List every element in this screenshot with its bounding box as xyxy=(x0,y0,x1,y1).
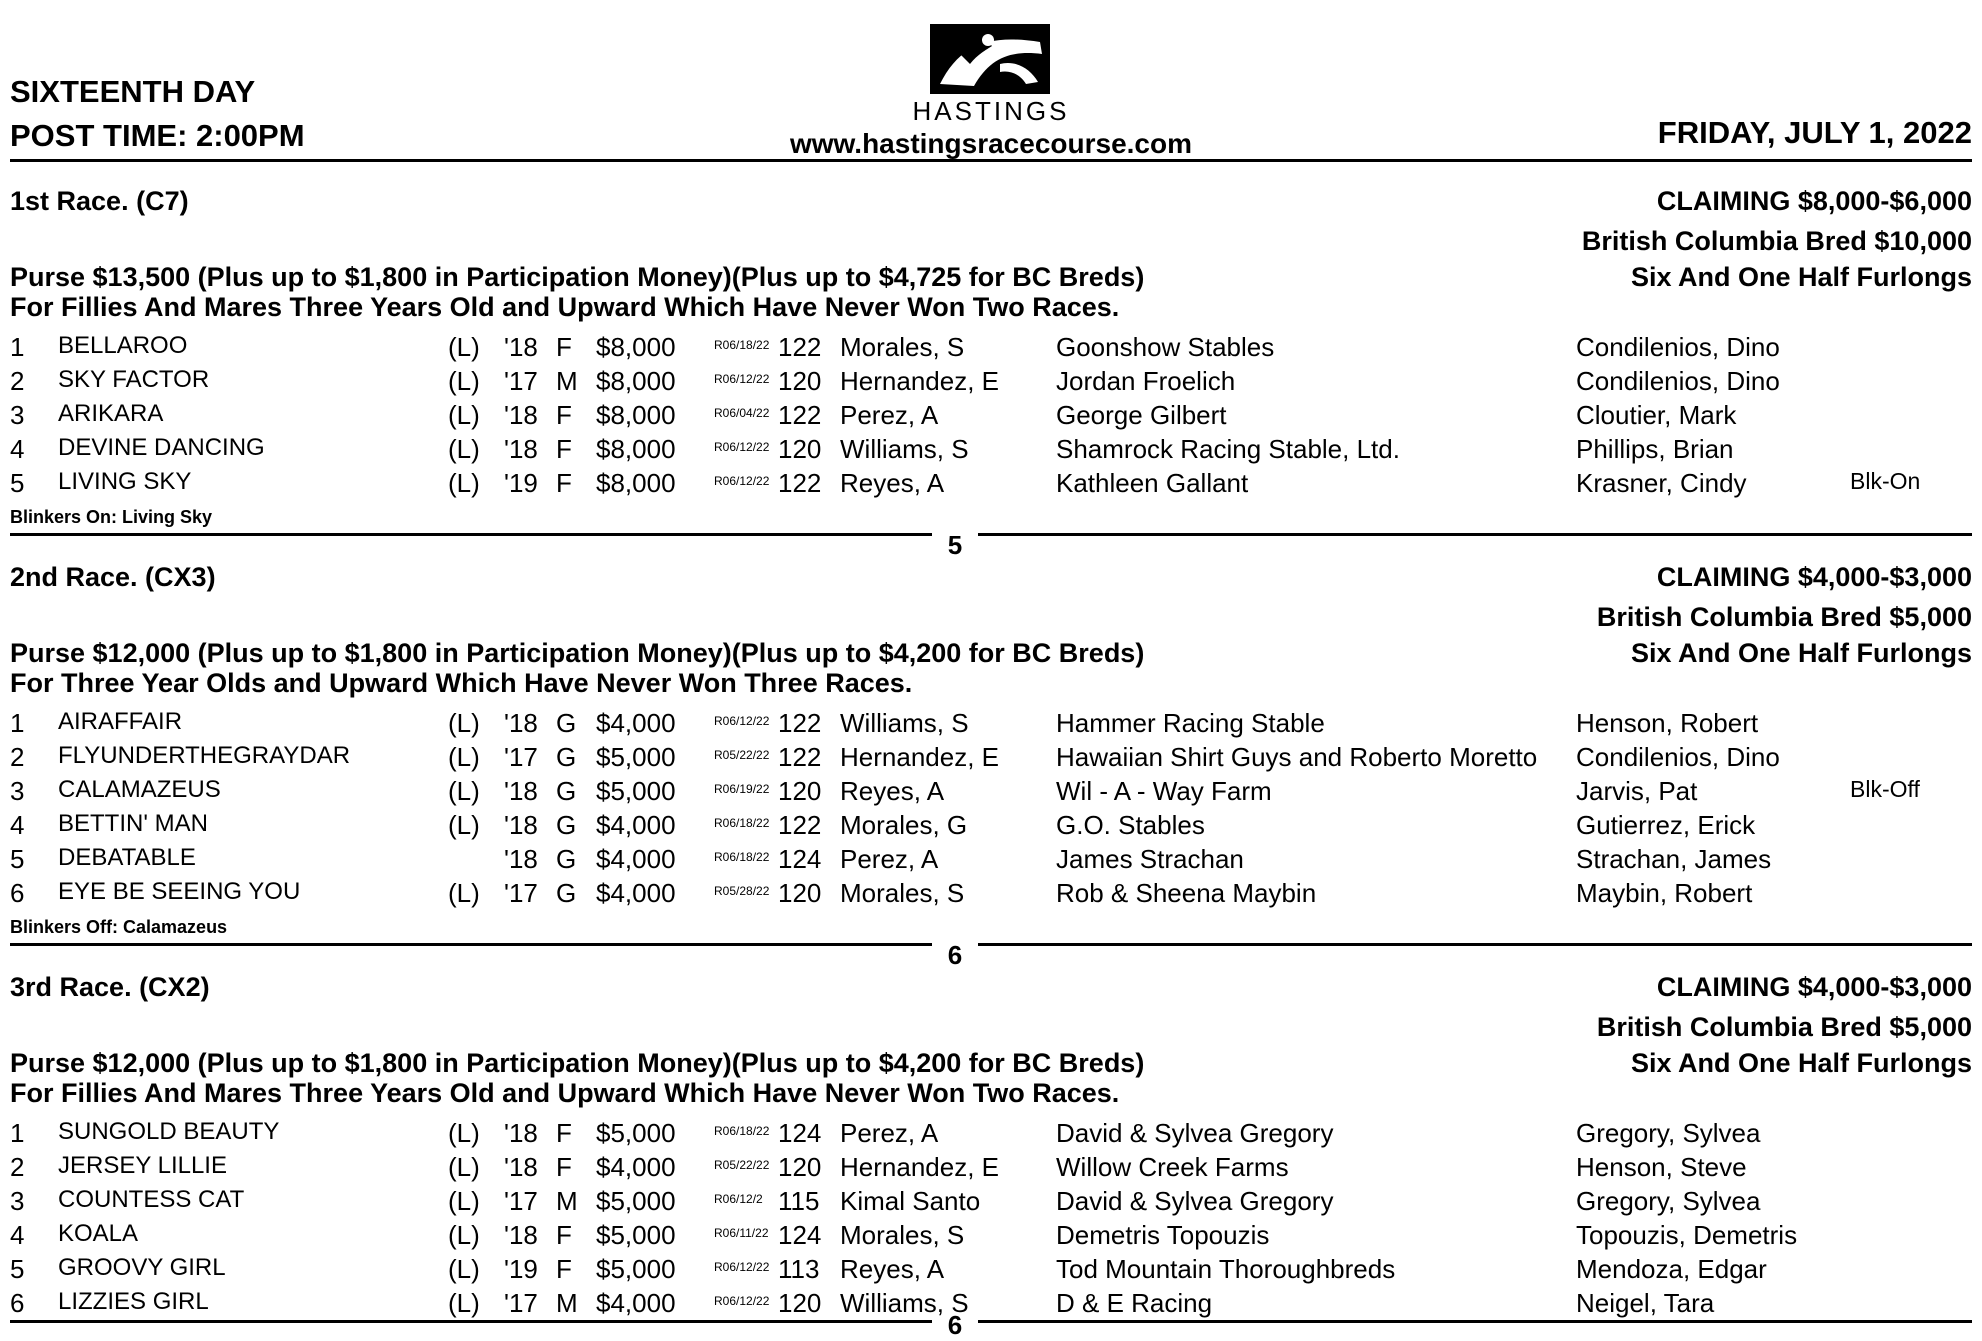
claim-price: $4,000 xyxy=(596,810,676,840)
jockey: Morales, S xyxy=(840,332,965,362)
equipment-note: Blinkers On: Living Sky xyxy=(10,507,213,527)
owner: Hawaiian Shirt Guys and Roberto Moretto xyxy=(1056,742,1538,772)
entry-row xyxy=(0,1288,1982,1322)
claim-price: $4,000 xyxy=(596,844,676,874)
weight: 115 xyxy=(778,1186,820,1216)
owner: Kathleen Gallant xyxy=(1056,468,1249,498)
claim-price: $4,000 xyxy=(596,708,676,738)
owner: Hammer Racing Stable xyxy=(1056,708,1325,738)
post-position: 6 xyxy=(10,1288,25,1318)
trainer: Strachan, James xyxy=(1576,844,1772,874)
jockey: Williams, S xyxy=(840,1288,969,1318)
post-position: 6 xyxy=(10,878,25,908)
jockey: Williams, S xyxy=(840,434,969,464)
bc-bred-price: British Columbia Bred $5,000 xyxy=(1596,602,1972,632)
last-race-date: R06/18/22 xyxy=(714,816,770,830)
bc-bred-price: British Columbia Bred $10,000 xyxy=(1581,226,1972,256)
jockey: Reyes, A xyxy=(840,776,945,806)
jockey: Kimal Santo xyxy=(840,1186,981,1216)
trainer: Maybin, Robert xyxy=(1576,878,1753,908)
lasix-flag: (L) xyxy=(448,1254,480,1284)
equipment-note: Blinkers Off: Calamazeus xyxy=(10,917,228,937)
entry-row xyxy=(0,366,1982,400)
claim-price: $5,000 xyxy=(596,1118,676,1148)
jockey: Hernandez, E xyxy=(840,742,999,772)
owner: Goonshow Stables xyxy=(1056,332,1275,362)
claim-price: $8,000 xyxy=(596,400,676,430)
weight: 120 xyxy=(778,878,822,908)
last-race-date: R05/22/22 xyxy=(714,1158,770,1172)
claim-price: $8,000 xyxy=(596,434,676,464)
lasix-flag: (L) xyxy=(448,878,480,908)
post-position: 5 xyxy=(10,468,25,498)
weight: 120 xyxy=(778,1288,822,1318)
trainer: Phillips, Brian xyxy=(1576,434,1734,464)
trainer: Gregory, Sylvea xyxy=(1576,1186,1761,1216)
entry-row xyxy=(0,844,1982,878)
post-position: 3 xyxy=(10,776,25,806)
trainer: Neigel, Tara xyxy=(1576,1288,1715,1318)
trainer: Henson, Robert xyxy=(1576,708,1759,738)
trainer: Topouzis, Demetris xyxy=(1576,1220,1798,1250)
claiming-price: CLAIMING $8,000-$6,000 xyxy=(1656,186,1972,216)
entry-list xyxy=(0,708,1982,912)
lasix-flag: (L) xyxy=(448,776,480,806)
foal-year: '17 xyxy=(504,878,538,908)
owner: Wil - A - Way Farm xyxy=(1056,776,1272,806)
weight: 122 xyxy=(778,468,822,498)
jockey: Morales, S xyxy=(840,1220,965,1250)
equipment-change: Blk-On xyxy=(1850,468,1921,494)
owner: James Strachan xyxy=(1056,844,1244,874)
lasix-flag: (L) xyxy=(448,400,480,430)
weight: 124 xyxy=(778,1118,822,1148)
lasix-flag: (L) xyxy=(448,468,480,498)
foal-year: '19 xyxy=(504,468,538,498)
lasix-flag: (L) xyxy=(448,434,480,464)
post-position: 1 xyxy=(10,332,25,362)
claiming-price: CLAIMING $4,000-$3,000 xyxy=(1656,562,1972,592)
sex: M xyxy=(556,1288,578,1318)
race-title: 1st Race. (C7) xyxy=(10,186,189,216)
horse-name: COUNTESS CAT xyxy=(58,1186,245,1213)
lasix-flag: (L) xyxy=(448,1118,480,1148)
horse-name: KOALA xyxy=(58,1220,139,1247)
post-position: 1 xyxy=(10,708,25,738)
entry-row xyxy=(0,1254,1982,1288)
sex: M xyxy=(556,366,578,396)
horse-name: LIVING SKY xyxy=(58,468,192,495)
post-position: 2 xyxy=(10,1152,25,1182)
owner: David & Sylvea Gregory xyxy=(1056,1186,1334,1216)
sex: F xyxy=(556,1220,572,1250)
race-divider-left xyxy=(10,1320,932,1323)
last-race-date: R05/28/22 xyxy=(714,884,770,898)
foal-year: '18 xyxy=(504,776,538,806)
claim-price: $5,000 xyxy=(596,1254,676,1284)
last-race-date: R06/12/22 xyxy=(714,440,770,454)
weight: 122 xyxy=(778,810,822,840)
lasix-flag: (L) xyxy=(448,1220,480,1250)
foal-year: '18 xyxy=(504,434,538,464)
race-title: 2nd Race. (CX3) xyxy=(10,562,216,592)
foal-year: '17 xyxy=(504,1288,538,1318)
race-distance: Six And One Half Furlongs xyxy=(1630,262,1972,292)
claim-price: $8,000 xyxy=(596,366,676,396)
sex: F xyxy=(556,332,572,362)
race-day: SIXTEENTH DAY xyxy=(10,74,256,109)
entry-list xyxy=(0,332,1982,502)
lasix-flag: (L) xyxy=(448,1186,480,1216)
sex: F xyxy=(556,1254,572,1284)
owner: Demetris Topouzis xyxy=(1056,1220,1270,1250)
weight: 120 xyxy=(778,776,822,806)
horse-name: BELLAROO xyxy=(58,332,188,359)
weight: 120 xyxy=(778,434,822,464)
trainer: Jarvis, Pat xyxy=(1576,776,1698,806)
last-race-date: R06/12/2 xyxy=(714,1192,763,1206)
foal-year: '18 xyxy=(504,400,538,430)
race-divider-right xyxy=(978,943,1972,946)
lasix-flag: (L) xyxy=(448,810,480,840)
race-purse: Purse $12,000 (Plus up to $1,800 in Participation Money)(Plus up to $4,200 for BC Breds) xyxy=(10,1048,1145,1078)
website-link[interactable]: www.hastingsracecourse.com xyxy=(790,128,1192,159)
owner: Rob & Sheena Maybin xyxy=(1056,878,1317,908)
sex: F xyxy=(556,468,572,498)
weight: 122 xyxy=(778,742,822,772)
post-position: 4 xyxy=(10,434,25,464)
last-race-date: R06/04/22 xyxy=(714,406,770,420)
lasix-flag: (L) xyxy=(448,332,480,362)
foal-year: '18 xyxy=(504,332,538,362)
race-divider-right xyxy=(978,533,1972,536)
entry-row xyxy=(0,1186,1982,1220)
sex: F xyxy=(556,1152,572,1182)
post-position: 1 xyxy=(10,1118,25,1148)
claim-price: $5,000 xyxy=(596,776,676,806)
entry-row xyxy=(0,1118,1982,1152)
horse-name: ARIKARA xyxy=(58,400,164,427)
owner: Willow Creek Farms xyxy=(1056,1152,1289,1182)
race-conditions: For Fillies And Mares Three Years Old and Upward Which Have Never Won Two Races. xyxy=(10,292,1120,322)
race-purse: Purse $12,000 (Plus up to $1,800 in Participation Money)(Plus up to $4,200 for BC Breds) xyxy=(10,638,1145,668)
trainer: Henson, Steve xyxy=(1576,1152,1747,1182)
owner: D & E Racing xyxy=(1056,1288,1213,1318)
entry-row xyxy=(0,468,1982,502)
post-position: 3 xyxy=(10,1186,25,1216)
jockey: Perez, A xyxy=(840,400,939,430)
entry-row xyxy=(0,776,1982,810)
claim-price: $4,000 xyxy=(596,878,676,908)
foal-year: '17 xyxy=(504,1186,538,1216)
last-race-date: R05/22/22 xyxy=(714,748,770,762)
claim-price: $8,000 xyxy=(596,468,676,498)
last-race-date: R06/11/22 xyxy=(714,1226,769,1240)
weight: 120 xyxy=(778,366,822,396)
jockey: Perez, A xyxy=(840,1118,939,1148)
foal-year: '19 xyxy=(504,1254,538,1284)
post-position: 4 xyxy=(10,810,25,840)
last-race-date: R06/12/22 xyxy=(714,714,770,728)
post-position: 3 xyxy=(10,400,25,430)
trainer: Mendoza, Edgar xyxy=(1576,1254,1767,1284)
owner: David & Sylvea Gregory xyxy=(1056,1118,1334,1148)
horse-name: FLYUNDERTHEGRAYDAR xyxy=(58,742,351,769)
trainer: Gregory, Sylvea xyxy=(1576,1118,1761,1148)
foal-year: '17 xyxy=(504,742,538,772)
sex: G xyxy=(556,742,577,772)
race-purse: Purse $13,500 (Plus up to $1,800 in Participation Money)(Plus up to $4,725 for BC Breds) xyxy=(10,262,1145,292)
weight: 122 xyxy=(778,332,822,362)
horse-name: GROOVY GIRL xyxy=(58,1254,226,1281)
owner: Shamrock Racing Stable, Ltd. xyxy=(1056,434,1400,464)
horse-name: LIZZIES GIRL xyxy=(58,1288,209,1315)
lasix-flag: (L) xyxy=(448,1288,480,1318)
lasix-flag: (L) xyxy=(448,708,480,738)
weight: 124 xyxy=(778,844,822,874)
weight: 113 xyxy=(778,1254,820,1284)
race-conditions: For Three Year Olds and Upward Which Have Never Won Three Races. xyxy=(10,668,913,698)
claim-price: $5,000 xyxy=(596,1186,676,1216)
horse-name: SUNGOLD BEAUTY xyxy=(58,1118,280,1145)
entry-row xyxy=(0,434,1982,468)
post-position: 2 xyxy=(10,366,25,396)
entry-row xyxy=(0,810,1982,844)
foal-year: '18 xyxy=(504,844,538,874)
sex: G xyxy=(556,878,577,908)
last-race-date: R06/18/22 xyxy=(714,1124,770,1138)
last-race-date: R06/18/22 xyxy=(714,850,770,864)
horse-name: AIRAFFAIR xyxy=(58,708,183,735)
foal-year: '17 xyxy=(504,366,538,396)
foal-year: '18 xyxy=(504,1118,538,1148)
last-race-date: R06/19/22 xyxy=(714,782,770,796)
entry-row xyxy=(0,400,1982,434)
jockey: Reyes, A xyxy=(840,468,945,498)
last-race-date: R06/12/22 xyxy=(714,474,770,488)
post-time: POST TIME: 2:00PM xyxy=(10,118,305,153)
sex: G xyxy=(556,708,577,738)
horse-name: DEBATABLE xyxy=(58,844,196,871)
claim-price: $4,000 xyxy=(596,1288,676,1318)
owner: George Gilbert xyxy=(1056,400,1227,430)
weight: 122 xyxy=(778,400,822,430)
hastings-logo-icon xyxy=(930,24,1050,94)
entry-row xyxy=(0,708,1982,742)
entry-row xyxy=(0,878,1982,912)
weight: 122 xyxy=(778,708,822,738)
jockey: Williams, S xyxy=(840,708,969,738)
weight: 124 xyxy=(778,1220,822,1250)
sex: F xyxy=(556,400,572,430)
last-race-date: R06/12/22 xyxy=(714,1260,770,1274)
owner: Jordan Froelich xyxy=(1056,366,1236,396)
equipment-change: Blk-Off xyxy=(1850,776,1920,802)
trainer: Condilenios, Dino xyxy=(1576,742,1780,772)
entry-row xyxy=(0,1152,1982,1186)
sex: F xyxy=(556,434,572,464)
claiming-price: CLAIMING $4,000-$3,000 xyxy=(1656,972,1972,1002)
claim-price: $4,000 xyxy=(596,1152,676,1182)
post-position: 5 xyxy=(10,1254,25,1284)
entry-row xyxy=(0,332,1982,366)
entry-list xyxy=(0,1118,1982,1322)
last-race-date: R06/12/22 xyxy=(714,372,770,386)
jockey: Reyes, A xyxy=(840,1254,945,1284)
horse-name: EYE BE SEEING YOU xyxy=(58,878,301,905)
header-divider xyxy=(10,159,1972,162)
last-race-date: R06/12/22 xyxy=(714,1294,770,1308)
field-size: 5 xyxy=(947,530,963,560)
field-size: 6 xyxy=(947,1310,963,1340)
race-title: 3rd Race. (CX2) xyxy=(10,972,210,1002)
trainer: Condilenios, Dino xyxy=(1576,366,1780,396)
horse-name: SKY FACTOR xyxy=(58,366,210,393)
horse-name: CALAMAZEUS xyxy=(58,776,221,803)
sex: M xyxy=(556,1186,578,1216)
jockey: Perez, A xyxy=(840,844,939,874)
trainer: Condilenios, Dino xyxy=(1576,332,1780,362)
race-conditions: For Fillies And Mares Three Years Old and Upward Which Have Never Won Two Races. xyxy=(10,1078,1120,1108)
claim-price: $8,000 xyxy=(596,332,676,362)
lasix-flag: (L) xyxy=(448,742,480,772)
lasix-flag: (L) xyxy=(448,366,480,396)
foal-year: '18 xyxy=(504,1220,538,1250)
race-divider-right xyxy=(978,1320,1972,1323)
claim-price: $5,000 xyxy=(596,742,676,772)
sex: F xyxy=(556,1118,572,1148)
horse-name: BETTIN' MAN xyxy=(58,810,208,837)
trainer: Krasner, Cindy xyxy=(1576,468,1747,498)
jockey: Morales, G xyxy=(840,810,968,840)
post-position: 5 xyxy=(10,844,25,874)
owner: G.O. Stables xyxy=(1056,810,1205,840)
claim-price: $5,000 xyxy=(596,1220,676,1250)
entry-row xyxy=(0,1220,1982,1254)
jockey: Hernandez, E xyxy=(840,366,999,396)
post-position: 4 xyxy=(10,1220,25,1250)
jockey: Morales, S xyxy=(840,878,965,908)
bc-bred-price: British Columbia Bred $5,000 xyxy=(1596,1012,1972,1042)
race-date: FRIDAY, JULY 1, 2022 xyxy=(1657,115,1972,150)
jockey: Hernandez, E xyxy=(840,1152,999,1182)
sex: G xyxy=(556,844,577,874)
foal-year: '18 xyxy=(504,1152,538,1182)
foal-year: '18 xyxy=(504,708,538,738)
sex: G xyxy=(556,776,577,806)
field-size: 6 xyxy=(947,940,963,970)
weight: 120 xyxy=(778,1152,822,1182)
race-divider-left xyxy=(10,533,932,536)
last-race-date: R06/18/22 xyxy=(714,338,770,352)
horse-name: DEVINE DANCING xyxy=(58,434,265,461)
post-position: 2 xyxy=(10,742,25,772)
race-divider-left xyxy=(10,943,932,946)
race-distance: Six And One Half Furlongs xyxy=(1630,638,1972,668)
horse-name: JERSEY LILLIE xyxy=(58,1152,227,1179)
entry-row xyxy=(0,742,1982,776)
logo-name: HASTINGS xyxy=(912,96,1070,126)
owner: Tod Mountain Thoroughbreds xyxy=(1056,1254,1396,1284)
sex: G xyxy=(556,810,577,840)
trainer: Gutierrez, Erick xyxy=(1576,810,1756,840)
lasix-flag: (L) xyxy=(448,1152,480,1182)
race-distance: Six And One Half Furlongs xyxy=(1630,1048,1972,1078)
trainer: Cloutier, Mark xyxy=(1576,400,1737,430)
foal-year: '18 xyxy=(504,810,538,840)
